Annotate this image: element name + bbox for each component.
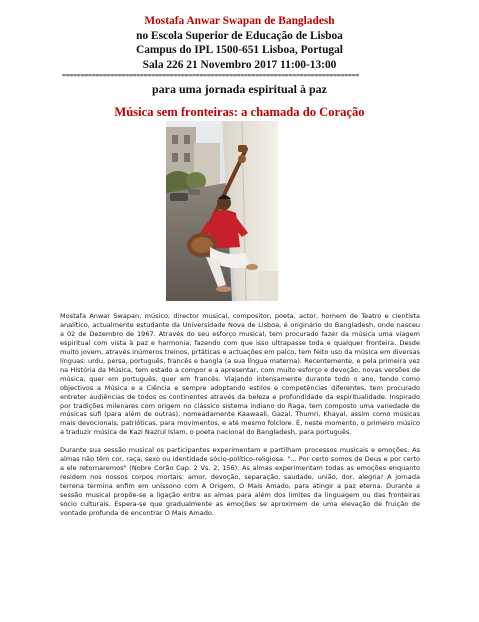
paragraph-biography: Mostafa Anwar Swapan, músico, director musical, compositor, poeta, actor, homem de Teatro e cientista analítico, actualmente estudante da Universidade Nova de Lisboa, é originário do Bangladesh, onde nasceu a 02 de Dezembro de 1967. Através do seu esforço musical, tem procurado fazer da música uma viagem espiritual com vista à paz e harmonia, fazendo com que isso ultrapasse toda e qualquer fronteira. Desde muito jovem, através inúmeros treinos, prtáticas e actuações em palco, tem feito uso da música em diversas línguas: urdu, persa, português, francês e bangla (a sua língua materna). Recentemente, e pela primeira vez na História da Música, tem estado a compor e a apresentar, com muito esforço e devoção, novas versões de música, quer em português, quer em francês. Viajando intensamente durante todo o ano, tendo como objectivos a Música e a Ciência e sempre adoptando estilos e competências diferentes, tem procurado entreter audiências de todos os continentes através da beleza e profundidade da espiritualidade. Inspirado por tradições milenares com origem no clássico sistema indiano do Raga, tem composto uma variedade de músicas sufi (para além de outras), nomeadamente Kaawaali, Gazal, Thumri, Khayal, assim como músicas mais devocionais, patrióticas, para movimentos, e até mesmo folclore. É, neste momento, o primeiro músico a traduzir música de Kazi Nazrul Islam, o poeta nacional do Bangladesh, para português. <box>60 312 420 437</box>
header-address: Campus do IPL 1500-651 Lisboa, Portugal <box>136 44 343 57</box>
page-title: Música sem fronteiras: a chamada do Coração <box>114 105 365 119</box>
header-venue: no Escola Superior de Educação de Lisboa <box>136 29 343 42</box>
separator-line: ================================================================================ <box>62 71 360 79</box>
header-presenter: Mostafa Anwar Swapan de Bangladesh <box>144 15 335 27</box>
event-header <box>0 14 479 72</box>
subtitle: para uma jornada espiritual à paz <box>151 82 327 96</box>
article-body <box>60 312 420 518</box>
paragraph-session: Durante sua sessão musical os participantes experimentam e partilham processos musicais e emoções. As almas não têm cor, raça, sexo ou identidade sócio-político-religiosa. "... Por certo somos de Deus e por certo a ele retornaremos" (Nobre Corão Cap. 2 Vs. 2, 156). As almas experimentam todas as emoções enquanto residem nos nossos corpos mortais: amor, devoção, separação, saudade, união, dor, alegria! A jornada terrena termina enfim em uníssono com A Origem, O Mais Amado, para atingir a paz eterna. Durante a sessão musical propõe-se a ligação entre as almas para além dos limites da linguagem ou das fronteiras sócio culturais. Espera-se que gradualmente as emoções se aproximem de uma elevação de fruição de vontade profunda de encontrar O Mais Amado. <box>60 446 420 518</box>
musician-photo <box>166 121 278 301</box>
header-schedule: Sala 226 21 Novembro 2017 11:00-13:00 <box>142 58 337 71</box>
